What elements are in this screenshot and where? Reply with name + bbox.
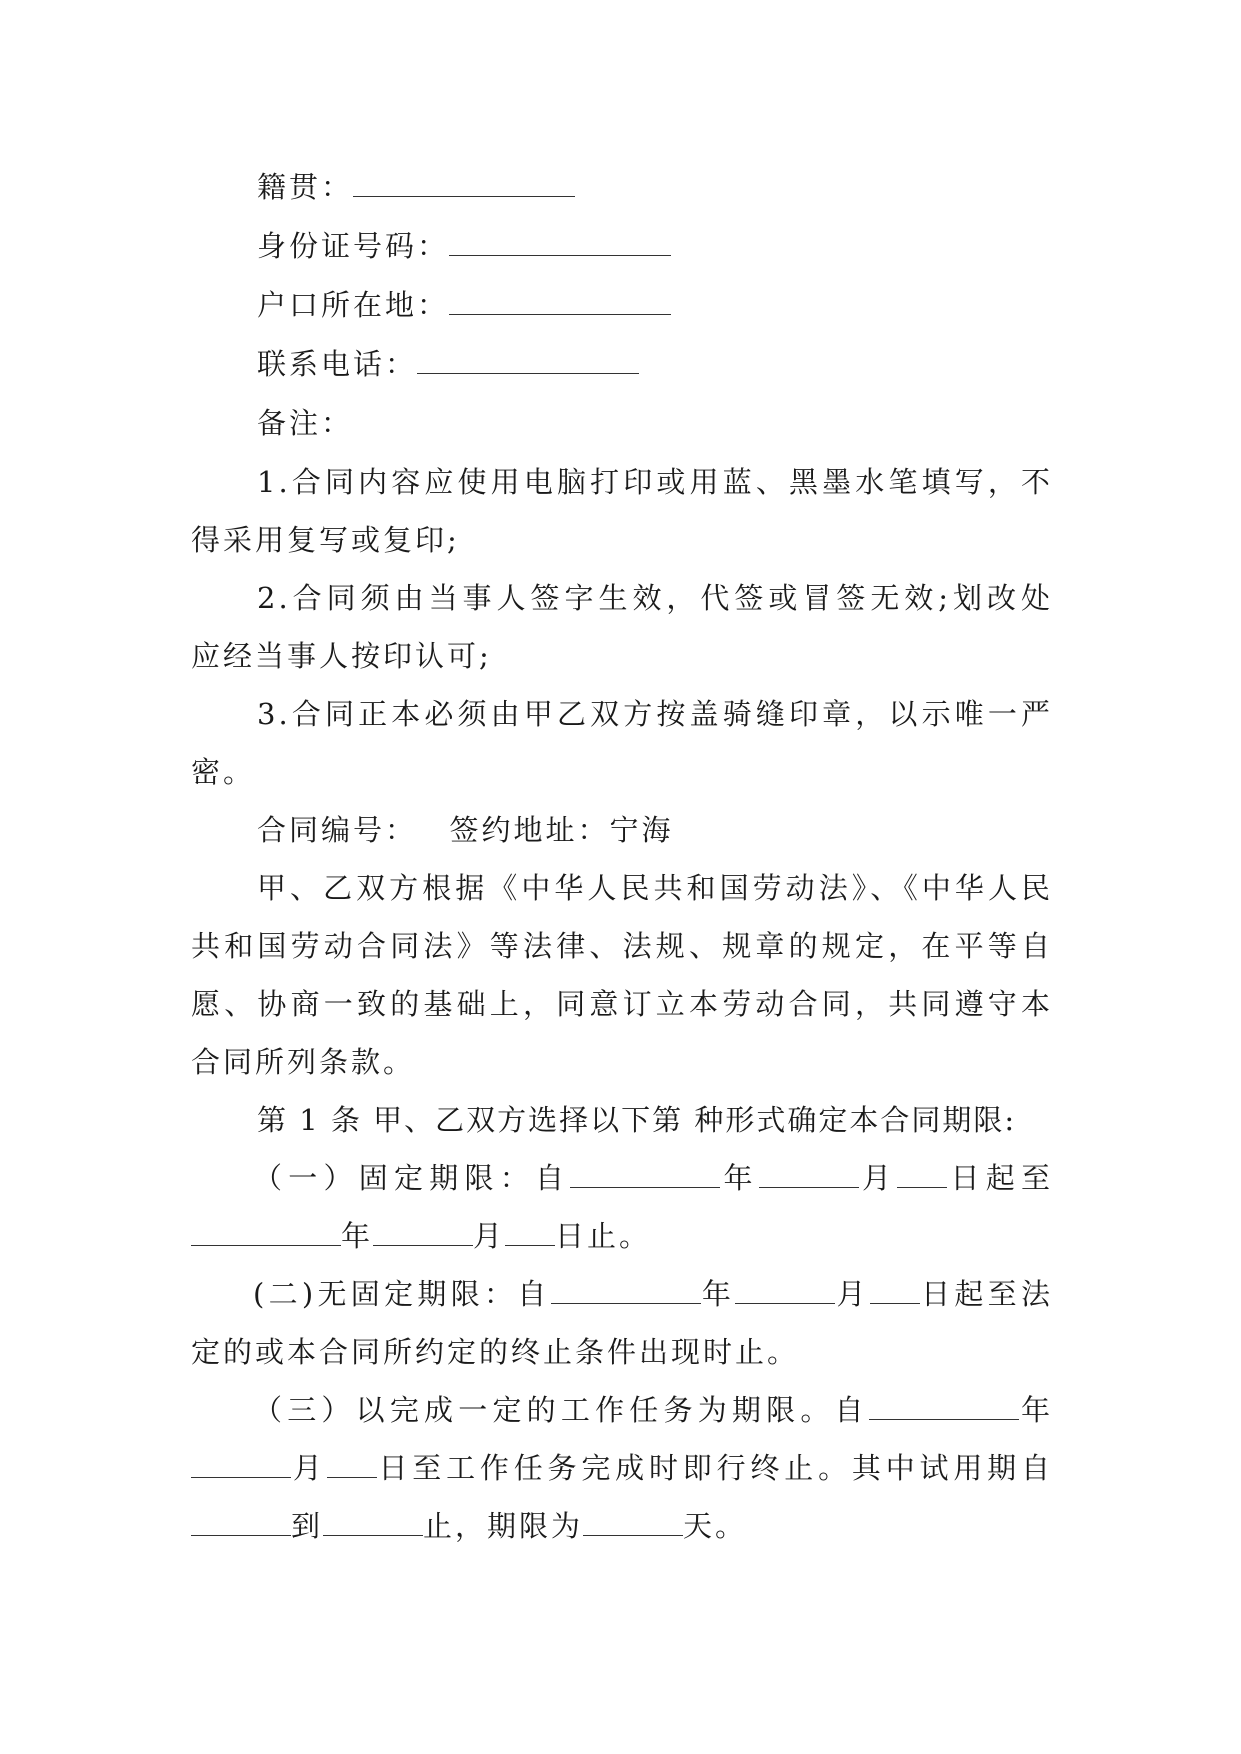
contract-page bbox=[191, 158, 1053, 1555]
contract-number-label: 合同编号： bbox=[257, 813, 418, 847]
fill-blank[interactable] bbox=[449, 229, 671, 256]
note-2-line-1: 2.合同须由当事人签字生效，代签或冒签无效;划改处 bbox=[257, 581, 1053, 615]
day-blank[interactable] bbox=[870, 1277, 920, 1304]
note-1-line-1: 1.合同内容应使用电脑打印或用蓝、黑墨水笔填写，不 bbox=[257, 465, 1053, 499]
month-blank[interactable] bbox=[373, 1219, 473, 1246]
intro-line-2: 共和国劳动合同法》等法律、法规、规章的规定，在平等自 bbox=[191, 929, 1053, 963]
year-blank[interactable] bbox=[869, 1393, 1019, 1420]
article-1-task-term-line-2: 月 日至工作任务完成时即行终止。其中试用期自 bbox=[191, 1439, 1053, 1497]
note-1-line-2: 得采用复写或复印; bbox=[191, 523, 460, 557]
sign-place-value: 宁海 bbox=[609, 813, 674, 847]
article-1-title: 第 1 条 甲、乙双方选择以下第 种形式确定本合同期限: bbox=[257, 1103, 1017, 1137]
field-label: 备注： bbox=[257, 406, 354, 440]
article-1-fixed-term-line-2: 年 月 日止。 bbox=[191, 1207, 1053, 1265]
intro-line-1: 甲、乙双方根据《中华人民共和国劳动法》、《中华人民 bbox=[257, 871, 1053, 905]
field-native-place bbox=[191, 158, 1053, 217]
field-label: 身份证号码： bbox=[257, 229, 450, 263]
article-1-fixed-term-line-1: （一）固定期限：自 年 月 日起至 bbox=[253, 1161, 1053, 1195]
day-blank[interactable] bbox=[505, 1219, 555, 1246]
fill-blank[interactable] bbox=[353, 170, 575, 197]
field-label: 籍贯： bbox=[257, 170, 354, 204]
probation-start-blank[interactable] bbox=[191, 1509, 291, 1536]
field-remarks bbox=[191, 394, 1053, 453]
note-3-line-2: 密。 bbox=[191, 755, 256, 789]
field-household-location bbox=[191, 276, 1053, 335]
probation-days-blank[interactable] bbox=[583, 1509, 683, 1536]
field-phone bbox=[191, 335, 1053, 394]
year-blank[interactable] bbox=[191, 1219, 341, 1246]
field-label: 联系电话： bbox=[257, 347, 418, 381]
article-1-task-term-line-1: （三）以完成一定的工作任务为期限。自 年 bbox=[253, 1393, 1053, 1427]
probation-end-blank[interactable] bbox=[323, 1509, 423, 1536]
note-3-line-1: 3.合同正本必须由甲乙双方按盖骑缝印章，以示唯一严 bbox=[257, 697, 1053, 731]
month-blank[interactable] bbox=[191, 1451, 291, 1478]
month-blank[interactable] bbox=[759, 1161, 859, 1188]
month-blank[interactable] bbox=[735, 1277, 835, 1304]
article-1-task-term-line-3: 到 止，期限为 天。 bbox=[191, 1497, 1053, 1555]
sign-place-label: 签约地址： bbox=[449, 813, 610, 847]
article-1-open-term-line-2: 定的或本合同所约定的终止条件出现时止。 bbox=[191, 1335, 800, 1369]
year-blank[interactable] bbox=[570, 1161, 720, 1188]
article-1-open-term-line-1: (二)无固定期限：自 年 月 日起至法 bbox=[253, 1277, 1053, 1311]
field-label: 户口所在地： bbox=[257, 288, 450, 322]
day-blank[interactable] bbox=[897, 1161, 947, 1188]
year-blank[interactable] bbox=[551, 1277, 701, 1304]
field-id-number bbox=[191, 217, 1053, 276]
note-2-line-2: 应经当事人按印认可; bbox=[191, 639, 492, 673]
fill-blank[interactable] bbox=[449, 288, 671, 315]
intro-line-3: 愿、协商一致的基础上，同意订立本劳动合同，共同遵守本 bbox=[191, 987, 1053, 1021]
contract-header bbox=[191, 801, 1053, 859]
intro-line-4: 合同所列条款。 bbox=[191, 1045, 416, 1079]
fill-blank[interactable] bbox=[417, 347, 639, 374]
day-blank[interactable] bbox=[327, 1451, 377, 1478]
